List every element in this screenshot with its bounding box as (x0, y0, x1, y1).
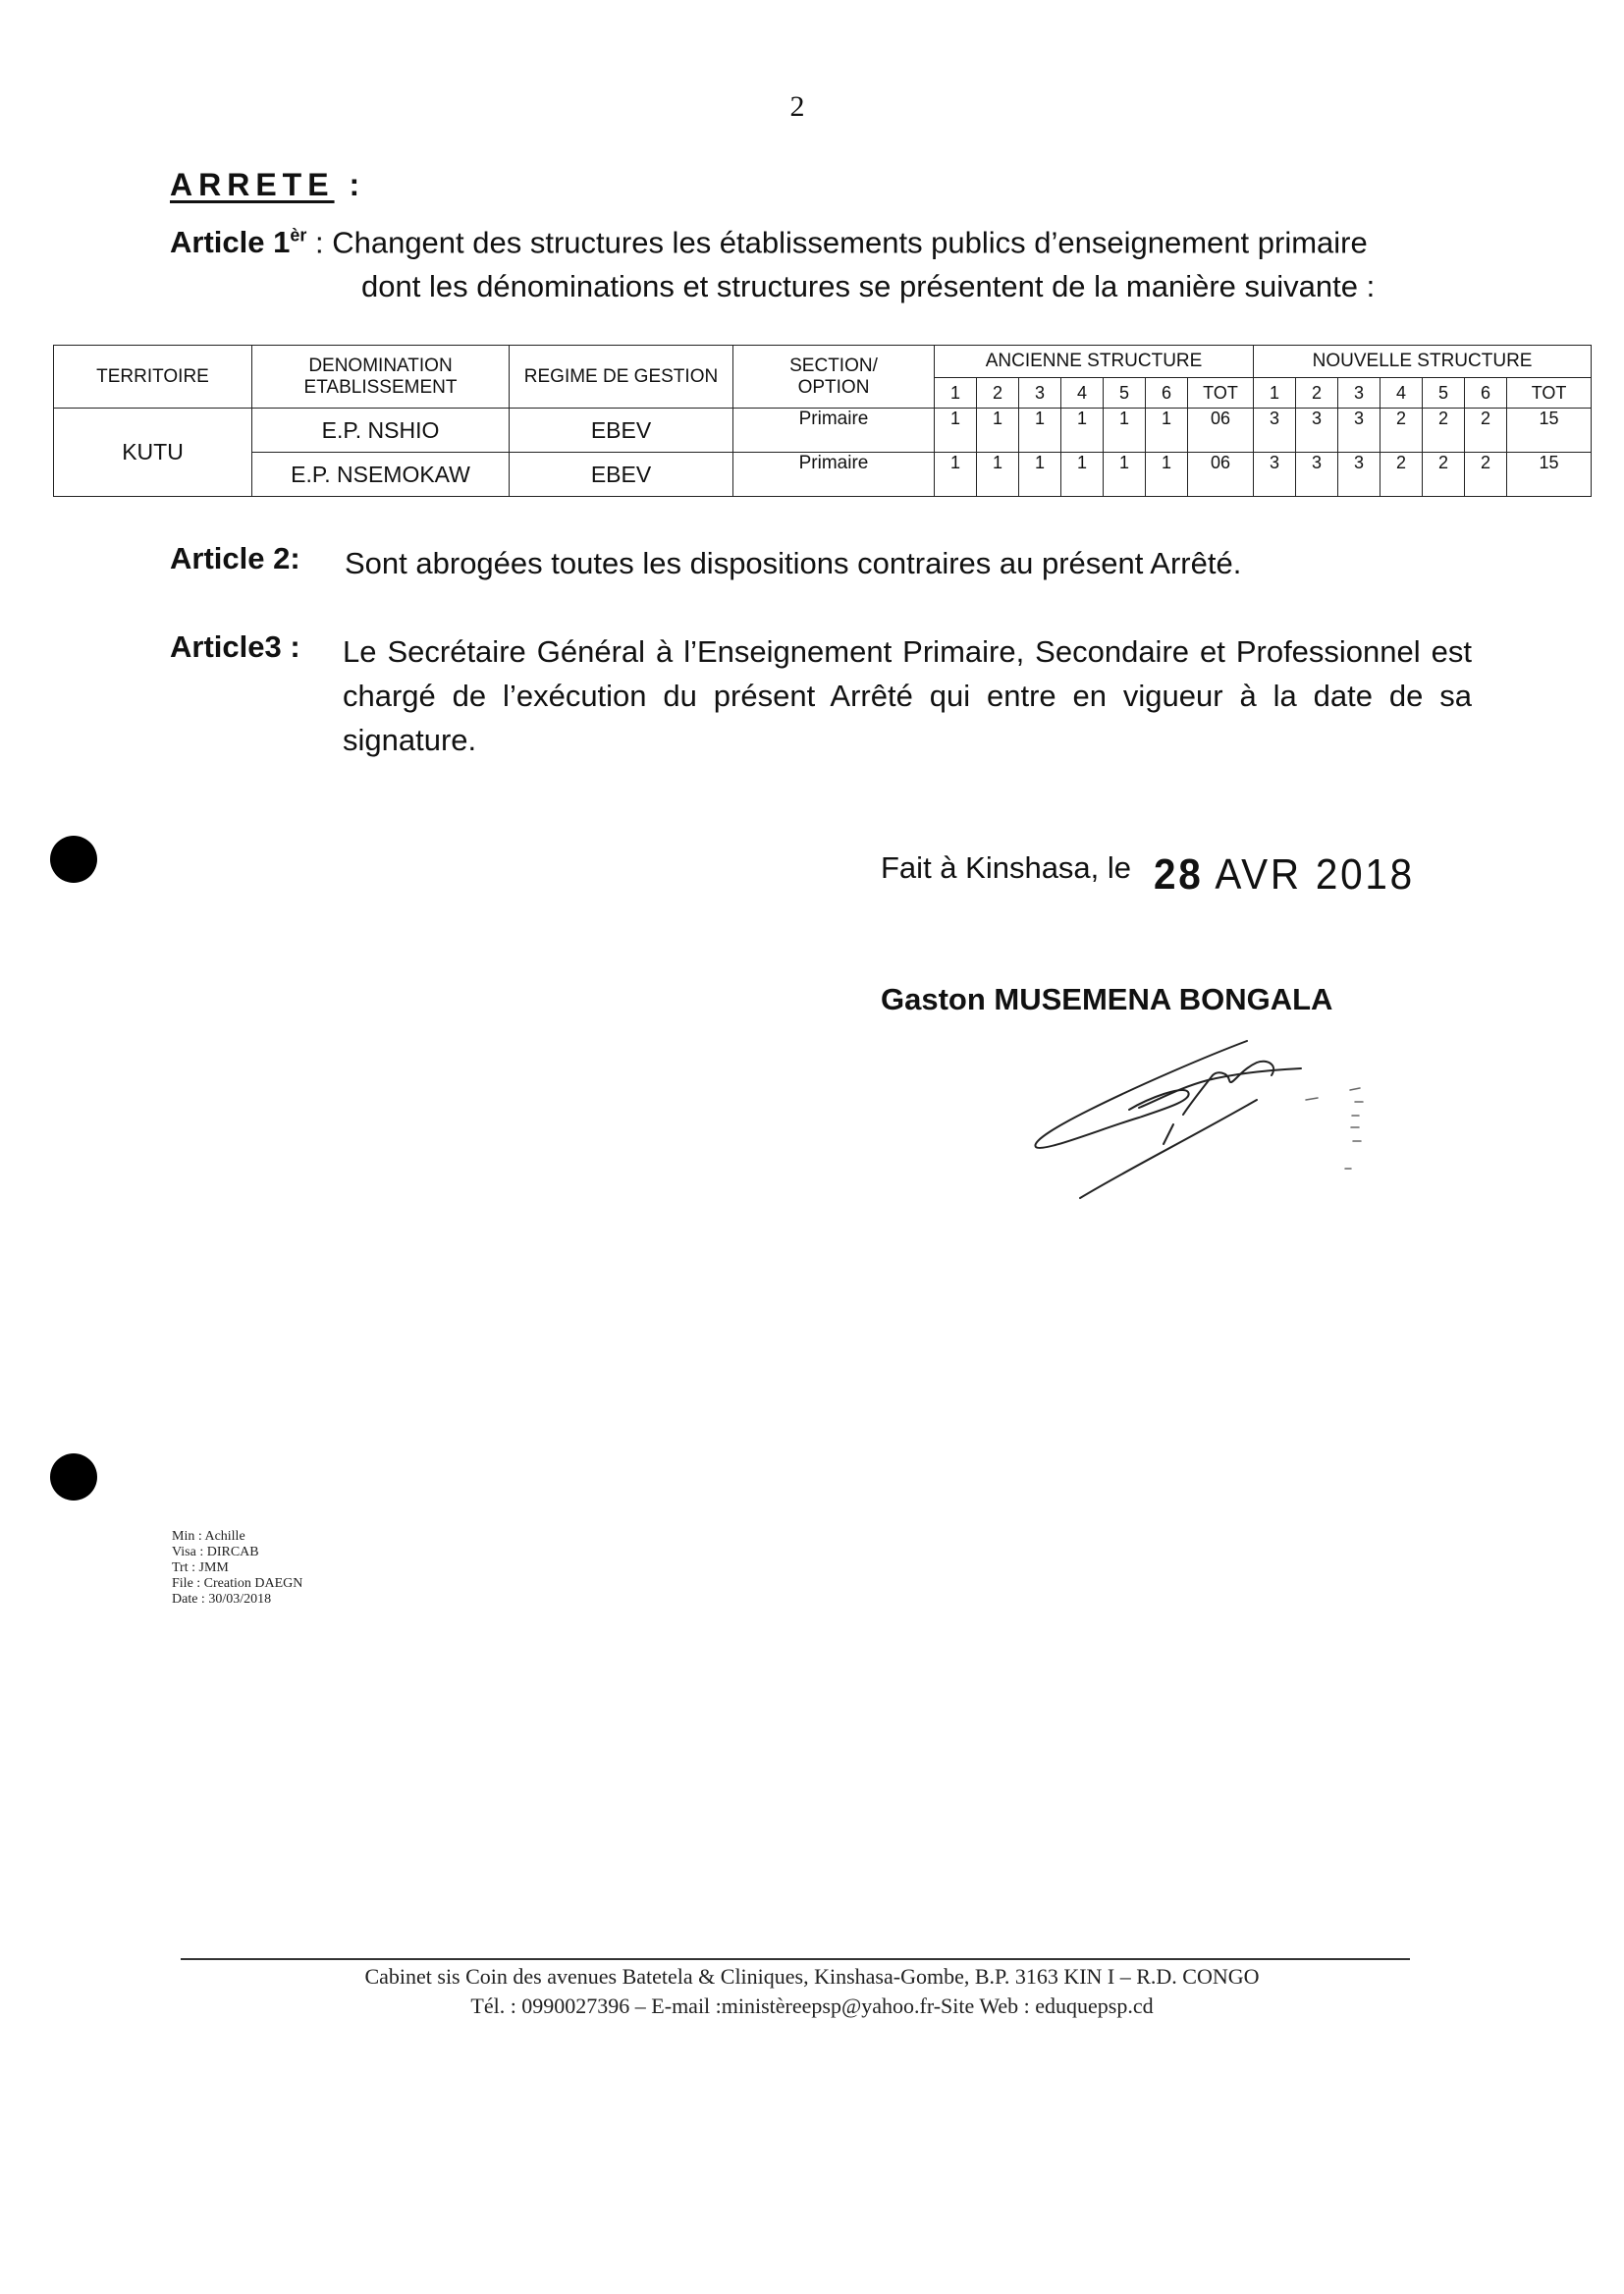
subheader-ancienne-4: 4 (1061, 378, 1104, 409)
article-2-label: Article 2: (170, 541, 300, 575)
meta-line: Visa : DIRCAB (172, 1545, 259, 1559)
cell-ancienne-3: 1 (1019, 453, 1061, 497)
decree-heading (170, 167, 365, 203)
cell-nouvelle-4: 2 (1380, 453, 1423, 497)
subheader-nouvelle-5: 5 (1423, 378, 1465, 409)
article-3-text: Le Secrétaire Général à l’Enseignement Primaire, Secondaire et Professionnel est chargé de l’exécution du présent Arrêté qui entre en vigueur à la date de sa signature. (343, 634, 1472, 757)
handwritten-signature (1021, 1031, 1414, 1208)
subheader-nouvelle-3: 3 (1338, 378, 1380, 409)
cell-territoire: KUTU (54, 409, 252, 497)
subheader-nouvelle-1: 1 (1254, 378, 1296, 409)
cell-ancienne-4: 1 (1061, 409, 1104, 453)
cell-nouvelle-2: 3 (1296, 453, 1338, 497)
signature-place: Fait à Kinshasa, le (881, 850, 1132, 885)
footer-address: Cabinet sis Coin des avenues Batetela & Cliniques, Kinshasa-Gombe, B.P. 3163 KIN I – R.D. CONGO (364, 1964, 1260, 1989)
signature-tick (1164, 1124, 1173, 1144)
cell-nouvelle-3: 3 (1338, 453, 1380, 497)
header-section (733, 346, 935, 409)
subheader-nouvelle-6: 6 (1465, 378, 1507, 409)
date-stamp-day: 28 (1154, 850, 1204, 899)
date-stamp-month-year: AVR 2018 (1203, 850, 1415, 899)
article-1-text-line1: Changent des structures les établissements publics d’enseignement primaire (332, 225, 1368, 260)
table-row (54, 453, 1592, 497)
cell-ancienne-tot: 06 (1188, 453, 1254, 497)
cell-nouvelle-1: 3 (1254, 453, 1296, 497)
article-1-separator: : (306, 225, 333, 260)
cell-nouvelle-6: 2 (1465, 409, 1507, 453)
cell-nouvelle-5: 2 (1423, 409, 1465, 453)
cell-nouvelle-5: 2 (1423, 453, 1465, 497)
signer-name: Gaston MUSEMENA BONGALA (881, 982, 1333, 1016)
subheader-ancienne-5: 5 (1104, 378, 1146, 409)
punch-hole-bottom (50, 1453, 97, 1501)
header-territoire: TERRITOIRE (54, 346, 252, 409)
cell-nouvelle-6: 2 (1465, 453, 1507, 497)
footer-divider (181, 1958, 1410, 1960)
article-1-label (170, 225, 306, 259)
file-metadata (172, 1529, 302, 1608)
cell-ancienne-tot: 06 (1188, 409, 1254, 453)
cell-nouvelle-3: 3 (1338, 409, 1380, 453)
article-2-text: Sont abrogées toutes les dispositions contraires au présent Arrêté. (345, 546, 1242, 580)
cell-regime: EBEV (510, 409, 733, 453)
article-1-superscript: èr (290, 226, 307, 246)
cell-ancienne-1: 1 (935, 409, 977, 453)
header-regime: REGIME DE GESTION (510, 346, 733, 409)
signature-flourish (1183, 1062, 1273, 1115)
cell-school-name: E.P. NSHIO (252, 409, 510, 453)
cell-nouvelle-2: 3 (1296, 409, 1338, 453)
article-3-label: Article3 : (170, 629, 300, 664)
cell-ancienne-3: 1 (1019, 409, 1061, 453)
header-ancienne-structure: ANCIENNE STRUCTURE (935, 346, 1254, 378)
subheader-nouvelle-4: 4 (1380, 378, 1423, 409)
footer-contact: Tél. : 0990027396 – E-mail :ministèreepsp@yahoo.fr-Site Web : eduquepsp.cd (470, 1994, 1154, 2018)
cell-school-name: E.P. NSEMOKAW (252, 453, 510, 497)
article-1-text-line2: dont les dénominations et structures se présentent de la manière suivante : (361, 269, 1376, 304)
cell-ancienne-5: 1 (1104, 453, 1146, 497)
subheader-nouvelle-2: 2 (1296, 378, 1338, 409)
article-1-label-text: Article 1 (170, 225, 291, 260)
school-structure-table (53, 345, 1592, 497)
subheader-ancienne-1: 1 (935, 378, 977, 409)
subheader-ancienne-3: 3 (1019, 378, 1061, 409)
header-section-line2: OPTION (797, 376, 870, 398)
cell-nouvelle-1: 3 (1254, 409, 1296, 453)
dash (1306, 1098, 1318, 1100)
meta-line: Trt : JMM (172, 1560, 229, 1575)
cell-ancienne-2: 1 (977, 409, 1019, 453)
subheader-ancienne-2: 2 (977, 378, 1019, 409)
signature-strokes (1035, 1041, 1301, 1198)
header-section-line1: SECTION/ (789, 355, 878, 376)
signature-crossbar (1139, 1068, 1301, 1108)
meta-line: Date : 30/03/2018 (172, 1592, 272, 1607)
cell-nouvelle-tot: 15 (1507, 409, 1592, 453)
header-denomination-line2: ETABLISSEMENT (303, 376, 458, 398)
dash (1350, 1088, 1360, 1090)
cell-nouvelle-4: 2 (1380, 409, 1423, 453)
header-denomination (252, 346, 510, 409)
page-number: 2 (789, 90, 805, 123)
date-stamp (1154, 850, 1415, 900)
table-header-row (54, 346, 1592, 378)
cell-ancienne-6: 1 (1146, 453, 1188, 497)
cell-ancienne-6: 1 (1146, 409, 1188, 453)
cell-section: Primaire (733, 453, 935, 497)
cell-nouvelle-tot: 15 (1507, 453, 1592, 497)
decree-heading-title: ARRETE (170, 167, 335, 202)
header-denomination-line1: DENOMINATION (308, 355, 453, 376)
meta-line: Min : Achille (172, 1529, 245, 1544)
cell-section: Primaire (733, 409, 935, 453)
article-1-line1 (170, 214, 1525, 264)
subheader-nouvelle-tot: TOT (1507, 378, 1592, 409)
subheader-ancienne-tot: TOT (1188, 378, 1254, 409)
decree-heading-suffix: : (334, 167, 366, 202)
cell-regime: EBEV (510, 453, 733, 497)
table-row (54, 409, 1592, 453)
signature-loop (1035, 1041, 1247, 1148)
article-1 (170, 214, 1525, 308)
cell-ancienne-1: 1 (935, 453, 977, 497)
signature-underline (1080, 1100, 1257, 1198)
subheader-ancienne-6: 6 (1146, 378, 1188, 409)
cell-ancienne-2: 1 (977, 453, 1019, 497)
cell-ancienne-5: 1 (1104, 409, 1146, 453)
meta-line: File : Creation DAEGN (172, 1576, 303, 1591)
signature-dashes (1306, 1088, 1363, 1169)
cell-ancienne-4: 1 (1061, 453, 1104, 497)
punch-hole-top (50, 836, 97, 883)
header-nouvelle-structure: NOUVELLE STRUCTURE (1254, 346, 1592, 378)
